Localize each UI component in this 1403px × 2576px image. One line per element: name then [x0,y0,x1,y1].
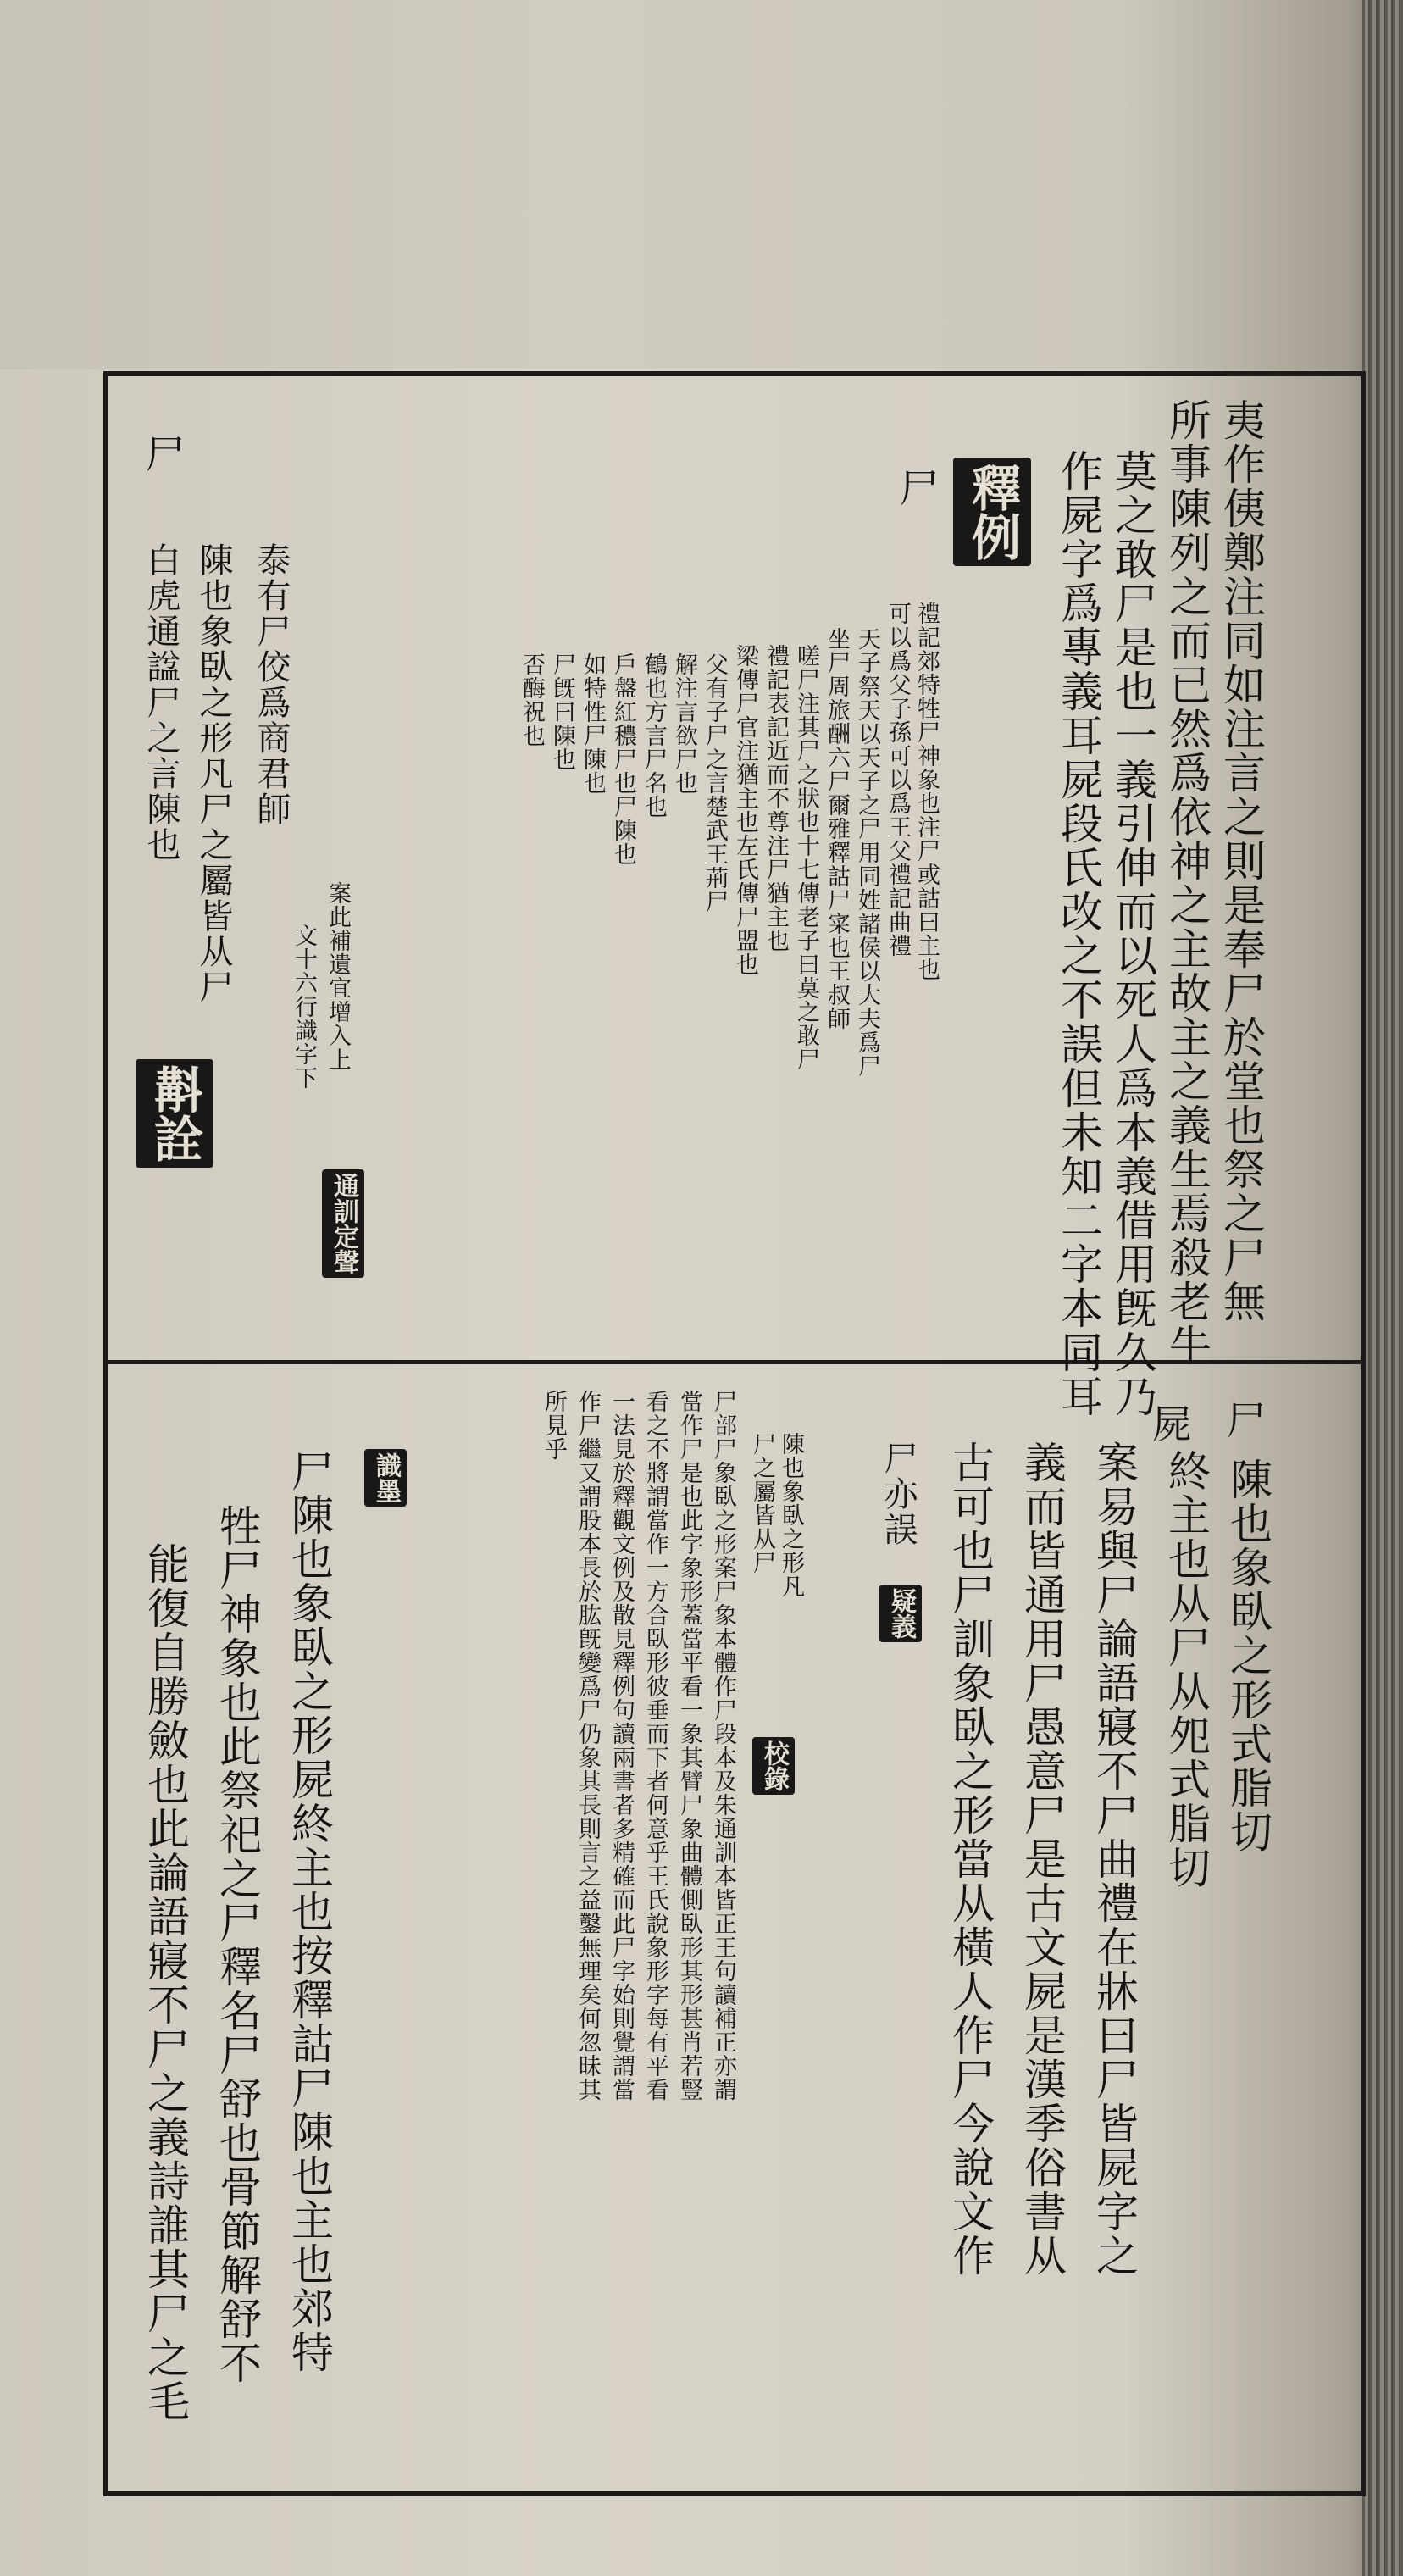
book-spine-gutter [1362,0,1403,2576]
upper-column-21: 白虎通諡尸之言陳也 [141,542,180,863]
upper-column-11: 梁傳尸官注猶主也左氏傳尸盟也 [732,644,758,976]
lower-column-4: 義而皆通用尸愚意尸是古文屍是漢季俗書从 [1018,1441,1067,2278]
upper-column-19: 泰有尸佼爲商君師 [252,542,291,827]
seal-jiaolu: 校錄 [752,1737,795,1795]
seal-tongxun: 通訓定聲 [322,1169,364,1278]
upper-column-15: 戶盤紅穠尸也尸陳也 [610,652,636,866]
lower-column-8: 尸之屬皆从尸 [749,1432,775,1574]
upper-column-4: 作屍字爲專義耳屍段氏改之不誤但未知二字本同耳 [1054,449,1103,1418]
lower-column-9: 尸部尸象臥之形案尸象本體作尸段本及朱通訓本皆正王句讀補正亦謂 [710,1390,736,2101]
lower-column-10: 當作尸是也此字象形蓋當平看一象其臂尸象曲體側臥形其形甚肖若豎 [676,1390,702,2101]
upper-column-12: 父有子尸之言楚武王荊尸 [702,652,728,913]
lower-column-7: 陳也象臥之形凡 [778,1432,804,1598]
seal-glyph-shi-2: 尸 [146,431,185,477]
top-margin [0,0,1403,369]
upper-column-2: 所事陳列之而已然爲依神之主故主之義生焉殺老牛 [1162,398,1212,1368]
lower-column-14: 所見乎 [541,1390,567,1461]
upper-column-1: 夷作侇鄭注同如注言之則是奉尸於堂也祭之尸無 [1217,398,1266,1324]
lower-column-11: 看之不將謂當作一方合臥形彼垂而下者何意乎王氏說象形字每有平看 [642,1390,668,2101]
lower-column-15: 尸陳也象臥之形屍終主也按釋詁尸陳也主也郊特 [285,1449,334,2374]
lower-column-3: 案易與尸論語寢不尸曲禮在牀曰尸皆屍字之 [1090,1441,1139,2278]
lower-column-12: 一法見於釋觀文例及散見釋例句讀兩書者多精確而此尸字始則覺謂當 [608,1390,635,2101]
upper-column-7: 天子祭天以天子之尸用同姓諸侯以大夫爲尸 [854,627,880,1078]
lower-column-5: 古可也尸訓象臥之形當从橫人作尸今說文作 [946,1441,995,2278]
upper-column-3: 莫之敢尸是也一義引伸而以死人爲本義借用旣久乃 [1108,449,1157,1418]
upper-column-10: 禮記表記近而不尊注尸猶主也 [762,644,789,952]
seal-glyph-shi-4: 屍 [1152,1402,1191,1447]
seal-example-label: 釋例 [953,458,1031,566]
lower-column-17: 能復自勝斂也此論語寢不尸之義詩誰其尸之毛 [141,1542,190,2423]
upper-column-20: 陳也象臥之形凡尸之屬皆从尸 [194,542,233,1005]
seal-zhimo: 識墨 [364,1449,407,1507]
upper-column-8: 坐尸周旅酬六尸爾雅釋詁尸寀也王叔師 [824,627,850,1030]
lower-column-13: 作尸繼又謂股本長於肱旣變爲尸仍象其長則言之益鑿無理矣何忽昧其 [574,1390,601,2101]
upper-column-16: 如特性尸陳也 [580,652,606,795]
lower-column-1: 陳也象臥之形式脂切 [1223,1457,1273,1854]
upper-column-13: 解注言欲尸也 [671,652,697,795]
lower-column-2: 終主也从尸从夗式脂切 [1162,1449,1211,1890]
lower-column-16: 牲尸神象也此祭祀之尸釋名尸舒也骨節解舒不 [213,1504,262,2385]
lower-column-6: 尸亦誤 [879,1441,918,1547]
seal-glyph-shi-3: 尸 [1227,1397,1266,1443]
upper-column-6: 可以爲父子孫可以爲王父禮記曲禮 [884,602,911,958]
upper-column-17: 尸旣曰陳也 [549,652,575,771]
seal-yiyi: 疑義 [879,1585,922,1642]
upper-column-14: 鶴也方言尸名也 [640,652,667,819]
note-column-2: 案此補遺宜增入上 [324,881,351,1071]
note-column-1: 文十六行識字下 [291,924,317,1090]
upper-column-18: 否酶祝也 [518,652,545,747]
upper-column-5: 禮記郊特牲尸神象也注尸或詁曰主也 [913,602,940,981]
upper-column-9: 嗟尸注其尸之狀也十七傳老子曰莫之敢尸 [793,644,819,1071]
seal-glyph-shi-1: 尸 [900,465,939,511]
seal-jianquan: 斠詮 [136,1059,214,1168]
